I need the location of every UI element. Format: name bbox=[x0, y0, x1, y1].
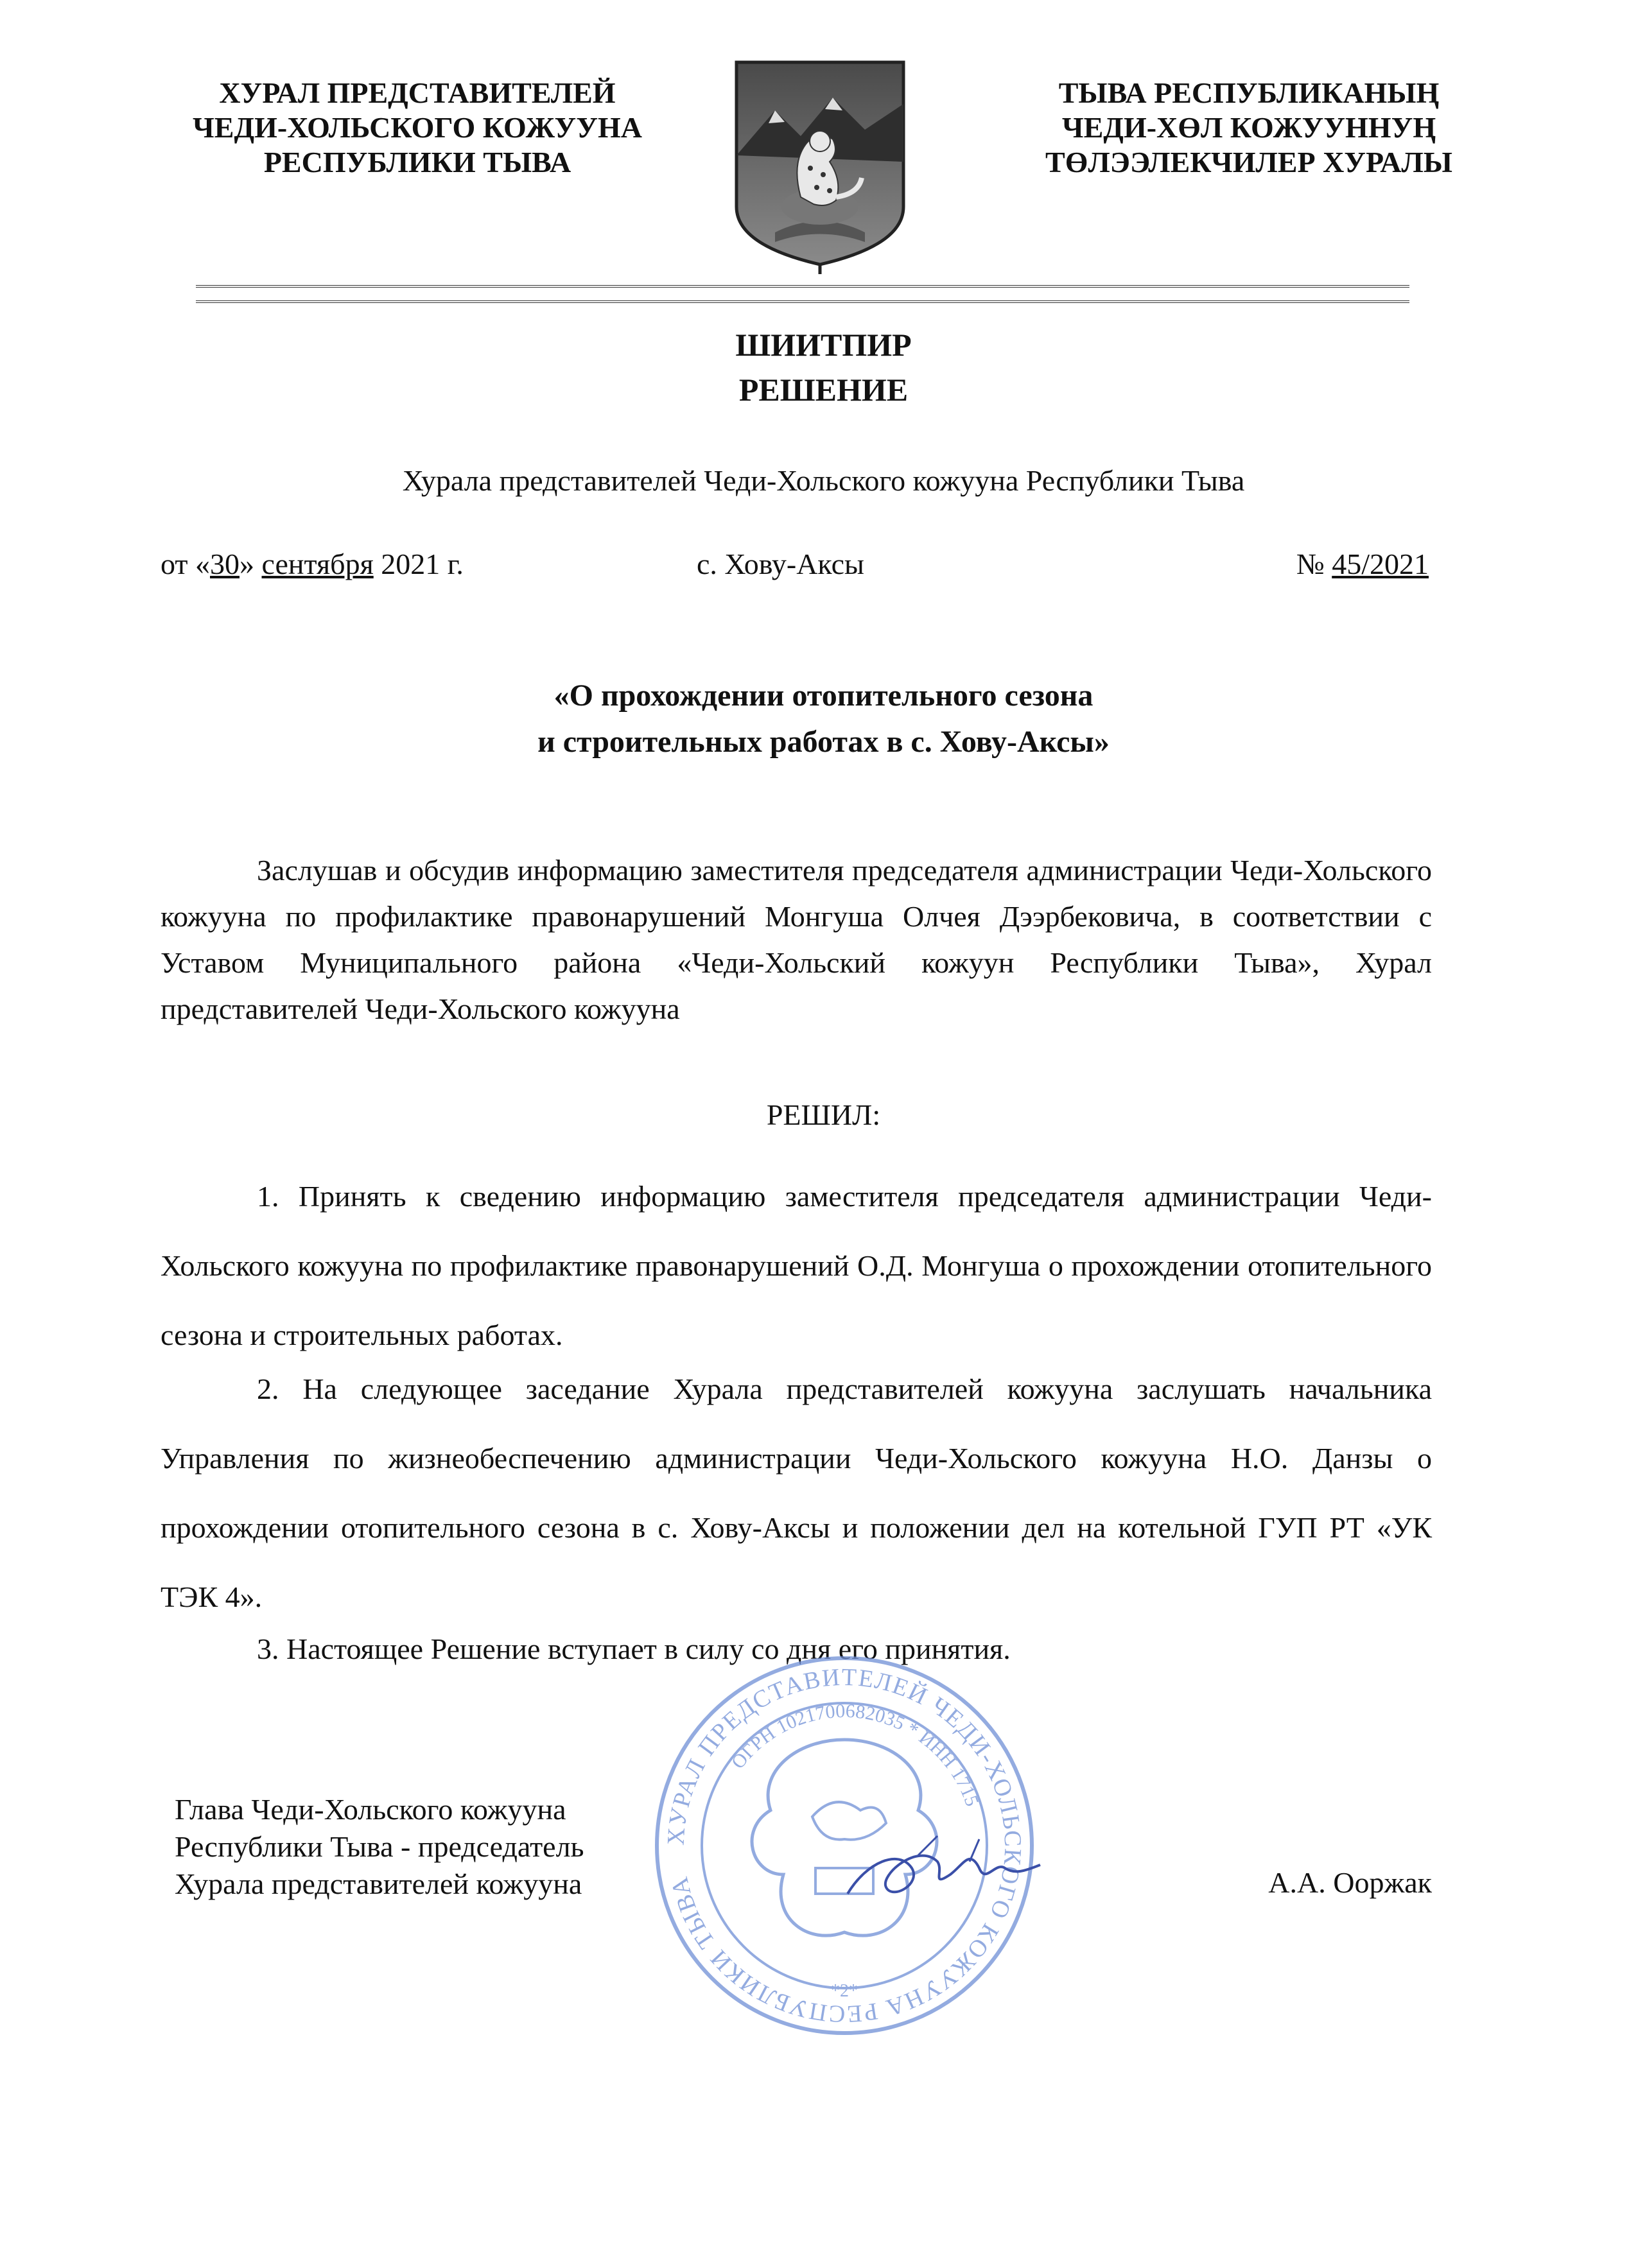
date-prefix: от « bbox=[161, 548, 210, 580]
resolution-item-1: 1. Принять к сведению информацию заместителя председателя администрации Чеди-Хольского кожууна по профилактике правонарушений О.Д. Монгуша о прохождении отопительного сезона и строительных работах. bbox=[161, 1180, 1432, 1351]
resolved-heading: РЕШИЛ: bbox=[766, 1098, 881, 1131]
header-left-line-1: ХУРАЛ ПРЕДСТАВИТЕЛЕЙ bbox=[219, 76, 616, 109]
doc-date bbox=[161, 547, 464, 581]
date-suffix: 2021 г. bbox=[373, 548, 464, 580]
date-month: сентября bbox=[261, 548, 374, 580]
date-mid: » bbox=[240, 548, 262, 580]
signatory-line-1: Глава Чеди-Хольского кожууна bbox=[175, 1793, 566, 1826]
doc-title-tuvan: ШИИТПИР bbox=[735, 327, 912, 363]
header-right-line-3: ТӨЛЭЭЛЕКЧИЛЕР ХУРАЛЫ bbox=[1045, 146, 1452, 178]
signatory-line-3: Хурала представителей кожууна bbox=[175, 1867, 582, 1900]
doc-place: с. Хову-Аксы bbox=[697, 548, 864, 580]
resolution-item-3: 3. Настоящее Решение вступает в силу со дня его принятия. bbox=[257, 1632, 1011, 1665]
subject-line-2: и строительных работах в с. Хову-Аксы» bbox=[537, 725, 1110, 759]
signatory-title bbox=[175, 1791, 584, 1903]
doc-title-russian: РЕШЕНИЕ bbox=[738, 372, 909, 408]
header-left-org bbox=[161, 76, 674, 180]
header-right-org bbox=[998, 76, 1499, 180]
date-day: 30 bbox=[210, 548, 240, 580]
header-divider bbox=[196, 285, 1409, 303]
seal-number: *2* bbox=[831, 1981, 858, 2001]
issuing-body: Хурала представителей Чеди-Хольского кожууна Республики Тыва bbox=[402, 464, 1245, 497]
subject-line-1: «О прохождении отопительного сезона bbox=[553, 679, 1094, 713]
signatory-name: А.А. Ооржак bbox=[1268, 1866, 1432, 1899]
number-prefix: № bbox=[1296, 548, 1332, 580]
doc-number bbox=[1296, 547, 1429, 581]
coat-of-arms-emblem bbox=[730, 59, 910, 277]
handwritten-signature bbox=[841, 1823, 1047, 1919]
seal-codes-text: ОГРН 1021700682035 * ИНН 1715 bbox=[727, 1700, 983, 1810]
header-right-line-1: ТЫВА РЕСПУБЛИКАНЫҢ bbox=[1058, 76, 1440, 109]
number-value: 45/2021 bbox=[1332, 548, 1429, 580]
signatory-line-2: Республики Тыва - председатель bbox=[175, 1830, 584, 1863]
seal-ring-text: ХУРАЛ ПРЕДСТАВИТЕЛЕЙ ЧЕДИ-ХОЛЬСКОГО КОЖУУНА РЕСПУБЛИКИ ТЫВА bbox=[662, 1663, 1027, 2028]
header-left-line-3: РЕСПУБЛИКИ ТЫВА bbox=[263, 146, 571, 178]
header-left-line-2: ЧЕДИ-ХОЛЬСКОГО КОЖУУНА bbox=[193, 111, 642, 144]
header-right-line-2: ЧЕДИ-ХӨЛ КОЖУУННУҢ bbox=[1061, 111, 1436, 144]
preamble-paragraph: Заслушав и обсудив информацию заместителя председателя администрации Чеди-Хольского кожууна по профилактике правонарушений Монгуша Олчея Дээрбековича, в соответствии с Уставом Муниципального района «Чеди-Хольский кожуун Республики Тыва», Хурал представителей Чеди-Хольского кожууна bbox=[161, 854, 1432, 1025]
resolution-item-2: 2. На следующее заседание Хурала представителей кожууна заслушать начальника Управления по жизнеобеспечению администрации Чеди-Хольского кожууна Н.О. Данзы о прохождении отопительного сезона в с. Хову-Аксы и положении дел на котельной ГУП РТ «УК ТЭК 4». bbox=[161, 1372, 1432, 1613]
